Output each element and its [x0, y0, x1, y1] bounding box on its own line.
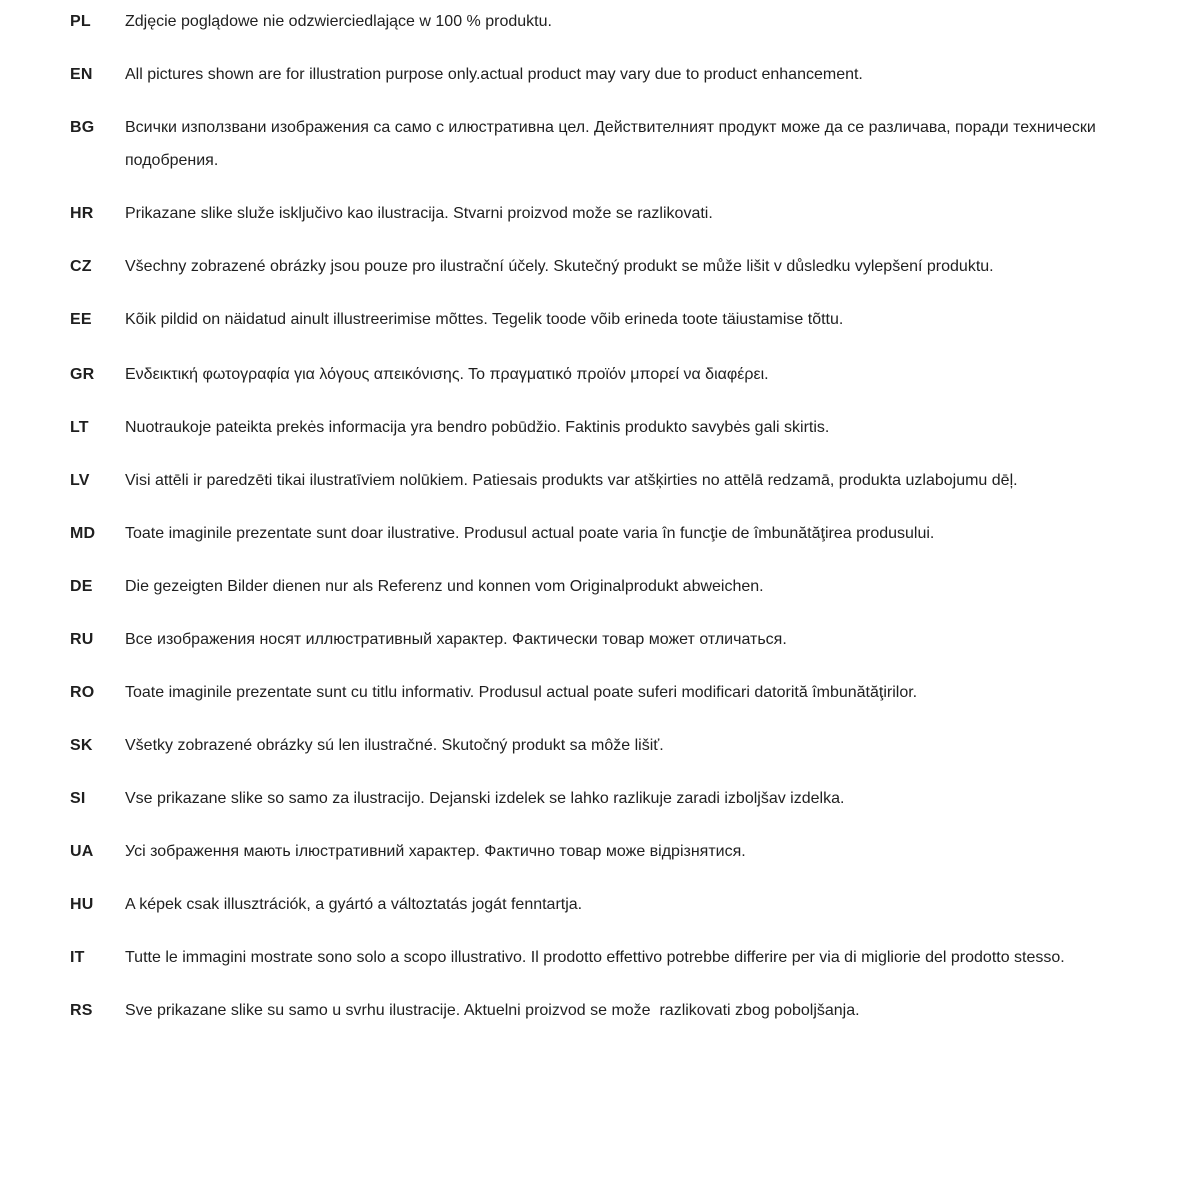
- language-code: RO: [70, 684, 95, 701]
- language-code: RU: [70, 631, 94, 648]
- disclaimer-row: [70, 358, 1145, 391]
- language-code: BG: [70, 119, 95, 136]
- disclaimer-row: [70, 941, 1145, 974]
- disclaimer-row: [70, 411, 1145, 444]
- disclaimer-row: [70, 250, 1145, 283]
- disclaimer-text: Sve prikazane slike su samo u svrhu ilustracije. Aktuelni proizvod se može razlikovati zbog poboljšanja.: [125, 1002, 860, 1019]
- language-code: UA: [70, 843, 94, 860]
- disclaimer-row: [70, 835, 1145, 868]
- language-code: LT: [70, 419, 89, 436]
- disclaimer-text: Toate imaginile prezentate sunt cu titlu informativ. Produsul actual poate suferi modificari datorită îmbunătăţirilor.: [125, 684, 918, 701]
- disclaimer-text: Всички използвани изображения са само с илюстративна цел. Действителният продукт може да се различава, поради технически подобрения.: [125, 119, 1101, 169]
- language-code: CZ: [70, 258, 92, 275]
- language-code: LV: [70, 472, 90, 489]
- disclaimer-text: Všetky zobrazené obrázky sú len ilustračné. Skutočný produkt sa môže lišiť.: [125, 737, 664, 754]
- disclaimer-row: [70, 729, 1145, 762]
- disclaimer-text: Zdjęcie poglądowe nie odzwierciedlające w 100 % produktu.: [125, 13, 552, 30]
- language-code: HU: [70, 896, 94, 913]
- disclaimer-row: [70, 111, 1145, 177]
- disclaimer-row: [70, 888, 1145, 921]
- disclaimer-entries: [70, 5, 1145, 1027]
- language-code: MD: [70, 525, 96, 542]
- disclaimer-text: Nuotraukoje pateikta prekės informacija yra bendro pobūdžio. Faktinis produkto savybės gali skirtis.: [125, 419, 830, 436]
- disclaimer-text: Усі зображення мають ілюстративний характер. Фактично товар може відрізнятися.: [125, 843, 746, 860]
- disclaimer-row: [70, 5, 1145, 38]
- disclaimer-text: Vse prikazane slike so samo za ilustracijo. Dejanski izdelek se lahko razlikuje zaradi izboljšav izdelka.: [125, 790, 845, 807]
- disclaimer-text: All pictures shown are for illustration purpose only.actual product may vary due to product enhancement.: [125, 66, 863, 83]
- disclaimer-row: [70, 623, 1145, 656]
- language-code: HR: [70, 205, 94, 222]
- disclaimer-row: [70, 197, 1145, 230]
- disclaimer-row: [70, 676, 1145, 709]
- disclaimer-text: Все изображения носят иллюстративный характер. Фактически товар может отличаться.: [125, 631, 787, 648]
- disclaimer-text: Toate imaginile prezentate sunt doar ilustrative. Produsul actual poate varia în funcţie de îmbunătăţirea produsului.: [125, 525, 935, 542]
- disclaimer-text: A képek csak illusztrációk, a gyártó a változtatás jogát fenntartja.: [125, 896, 583, 913]
- disclaimer-text: Visi attēli ir paredzēti tikai ilustratīviem nolūkiem. Patiesais produkts var atšķirties no attēlā redzamā, produkta uzlabojumu dēļ.: [125, 472, 1018, 489]
- language-code: RS: [70, 1002, 93, 1019]
- disclaimer-row: [70, 464, 1145, 497]
- disclaimer-row: [70, 58, 1145, 91]
- disclaimer-text: Tutte le immagini mostrate sono solo a scopo illustrativo. Il prodotto effettivo potrebbe differire per via di migliorie del prodotto stesso.: [125, 949, 1065, 966]
- disclaimer-text: Kõik pildid on näidatud ainult illustreerimise mõttes. Tegelik toode võib erineda toote täiustamise tõttu.: [125, 311, 844, 328]
- disclaimer-row: [70, 782, 1145, 815]
- disclaimer-text: Ενδεικτική φωτογραφία για λόγους απεικόνισης. Το πραγματικό προϊόν μπορεί να διαφέρει.: [125, 366, 769, 383]
- language-code: DE: [70, 578, 93, 595]
- language-code: SI: [70, 790, 86, 807]
- language-code: EN: [70, 66, 93, 83]
- language-code: EE: [70, 311, 92, 328]
- disclaimer-row: [70, 303, 1145, 336]
- language-code: GR: [70, 366, 95, 383]
- disclaimer-text: Prikazane slike služe isključivo kao ilustracija. Stvarni proizvod može se razlikovati.: [125, 205, 713, 222]
- disclaimer-text: Všechny zobrazené obrázky jsou pouze pro ilustrační účely. Skutečný produkt se může lišit v důsledku vylepšení produktu.: [125, 258, 994, 275]
- disclaimer-row: [70, 517, 1145, 550]
- disclaimer-row: [70, 994, 1145, 1027]
- disclaimer-text: Die gezeigten Bilder dienen nur als Referenz und konnen vom Originalprodukt abweichen.: [125, 578, 764, 595]
- language-code: IT: [70, 949, 85, 966]
- disclaimer-row: [70, 570, 1145, 603]
- language-code: PL: [70, 13, 91, 30]
- language-code: SK: [70, 737, 93, 754]
